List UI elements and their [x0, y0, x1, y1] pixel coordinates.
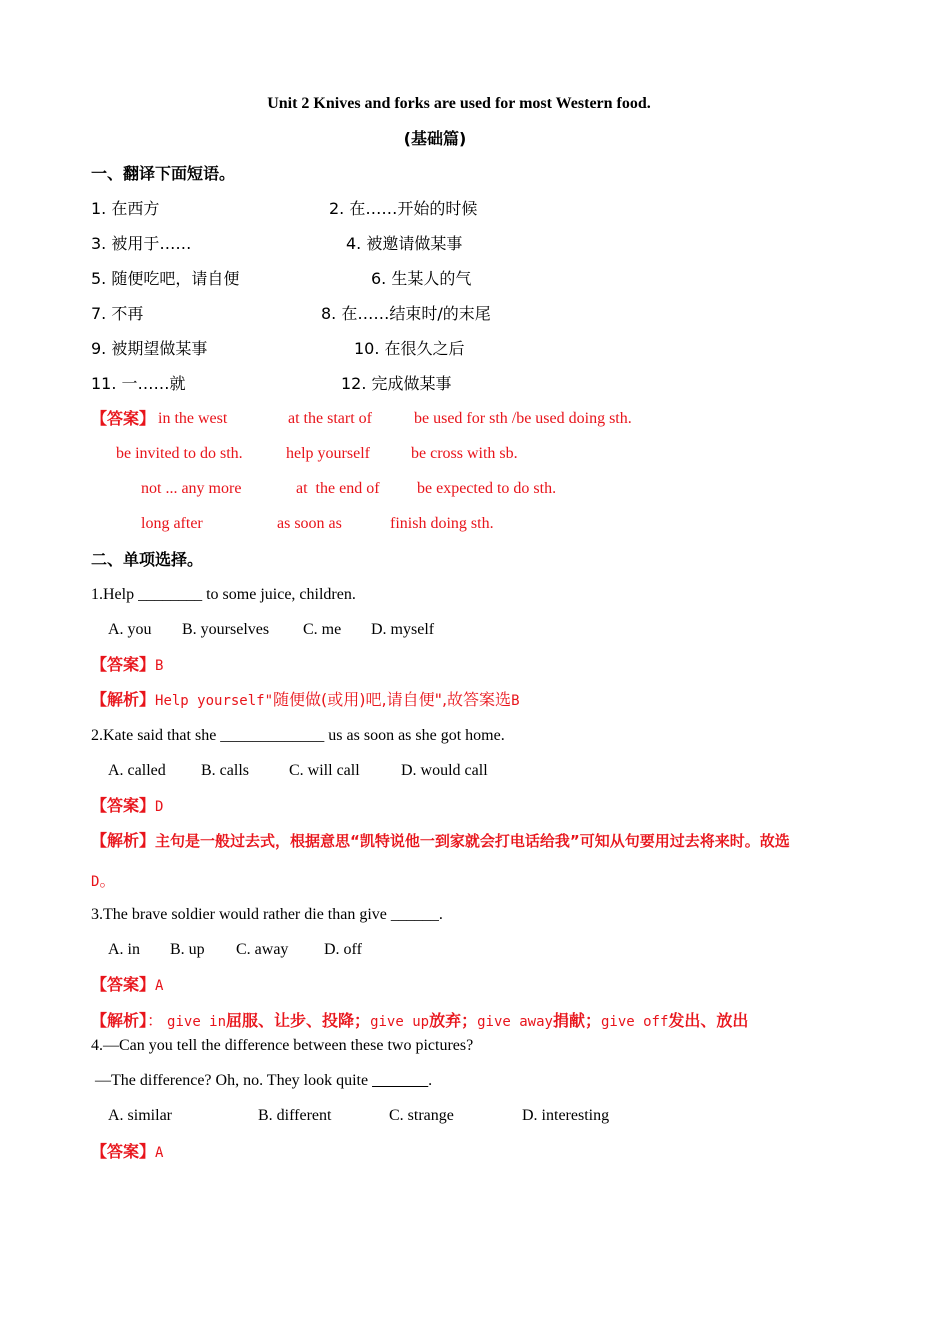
analysis-label: 【解析】	[91, 690, 156, 709]
question-stem: 2.Kate said that she _____________ us as soon as she got home.	[91, 727, 505, 744]
option: C. away	[236, 941, 289, 958]
option: B. different	[258, 1107, 332, 1124]
answer-text: long after	[141, 515, 203, 532]
answer-label: 【答案】	[91, 1142, 156, 1161]
answer-line	[91, 655, 163, 676]
page-title: Unit 2 Knives and forks are used for most Western food.	[267, 95, 651, 112]
phrase-item: 7. 不再	[91, 304, 144, 323]
answer-text: be invited to do sth.	[116, 445, 243, 462]
analysis-line	[91, 831, 790, 852]
phrase-item: 5. 随便吃吧，请自便	[91, 269, 240, 288]
phrase-item: 3. 被用于……	[91, 234, 192, 253]
option: A. called	[108, 762, 166, 779]
answer-text: A	[155, 978, 164, 994]
answer-line	[91, 1142, 163, 1163]
answer-text: A	[155, 1145, 164, 1161]
question-text: —The difference? Oh, no. They look quite	[95, 1072, 373, 1089]
option: A. similar	[108, 1107, 172, 1124]
answer-text: not ... any more	[141, 480, 242, 497]
analysis-line-cont	[91, 871, 115, 892]
analysis-text: 主句是一般过去式，根据意思“凯特说他一到家就会打电话给我”可知从句要用过去将来时。故选	[155, 832, 790, 850]
section1-heading: 一、翻译下面短语。	[91, 164, 236, 183]
option: C. will call	[289, 762, 360, 779]
question-stem-2	[95, 1071, 432, 1091]
option: B. calls	[201, 762, 249, 779]
answer-text: B	[155, 658, 164, 674]
answer-text: in the west	[158, 410, 228, 427]
answer-text: be expected to do sth.	[417, 480, 557, 497]
blank: _______	[372, 1072, 429, 1089]
answer-text: as soon as	[277, 515, 342, 532]
option: C. strange	[389, 1107, 454, 1124]
phrase-item: 1. 在西方	[91, 199, 160, 218]
question-text: .	[428, 1072, 433, 1089]
option: D. would call	[401, 762, 488, 779]
analysis-text: 发出、放出	[668, 1011, 749, 1030]
analysis-label: 【解析】	[91, 1011, 148, 1030]
answer-text: at the start of	[288, 410, 372, 427]
section2-heading: 二、单项选择。	[91, 550, 204, 569]
answer-label: 【答案】	[91, 655, 156, 674]
analysis-text: 。	[99, 871, 116, 890]
option: D. off	[324, 941, 362, 958]
phrase-text: give away	[477, 1014, 553, 1030]
phrase-item: 9. 被期望做某事	[91, 339, 208, 358]
analysis-line	[91, 690, 520, 711]
phrase-item: 8. 在……结束时/的末尾	[321, 304, 491, 323]
analysis-label: 【解析】	[91, 831, 156, 850]
analysis-line	[91, 1011, 748, 1032]
option: A. you	[108, 621, 152, 638]
phrase-item: 4. 被邀请做某事	[346, 234, 463, 253]
phrase-item: 2. 在……开始的时候	[329, 199, 478, 218]
answer-label: 【答案】	[91, 975, 156, 994]
answer-text: be used for sth /be used doing sth.	[414, 410, 632, 427]
analysis-text: 随便做(或用)吧,请自便",故答案选	[273, 690, 512, 709]
answer-text: be cross with sb.	[411, 445, 518, 462]
option: D. interesting	[522, 1107, 610, 1124]
page-subtitle: (基础篇)	[403, 129, 467, 148]
phrase-item: 6. 生某人的气	[371, 269, 472, 288]
answer-line	[91, 975, 163, 996]
analysis-text: ：	[147, 1011, 164, 1030]
answer-text: at the end of	[296, 480, 380, 497]
phrase-text: give up	[370, 1014, 430, 1030]
phrase-item: 12. 完成做某事	[341, 374, 452, 393]
phrase-item: 11. 一……就	[91, 374, 186, 393]
analysis-text: 捐献；	[552, 1011, 601, 1030]
answer-label: 【答案】	[91, 796, 156, 815]
analysis-text: D	[91, 874, 100, 890]
answer-label: 【答案】	[91, 409, 156, 428]
answer-text: finish doing sth.	[390, 515, 494, 532]
option: B. up	[170, 941, 205, 958]
question-stem: 3.The brave soldier would rather die than give ______.	[91, 906, 443, 923]
analysis-text: 放弃；	[429, 1011, 478, 1030]
option: A. in	[108, 941, 140, 958]
answer-text: help yourself	[286, 445, 370, 462]
phrase-text: give off	[600, 1014, 669, 1030]
analysis-text: Help yourself"	[155, 693, 274, 709]
option: D. myself	[371, 621, 435, 638]
phrase-text: give in	[167, 1014, 227, 1030]
option: C. me	[303, 621, 342, 638]
answer-line	[91, 796, 163, 817]
question-stem: 1.Help ________ to some juice, children.	[91, 586, 356, 603]
answer-text: D	[155, 799, 164, 815]
option: B. yourselves	[182, 621, 270, 638]
question-stem: 4.—Can you tell the difference between these two pictures?	[91, 1037, 474, 1054]
analysis-text: B	[511, 693, 520, 709]
phrase-item: 10. 在很久之后	[354, 339, 465, 358]
analysis-text: 屈服、让步、投降；	[226, 1011, 371, 1030]
